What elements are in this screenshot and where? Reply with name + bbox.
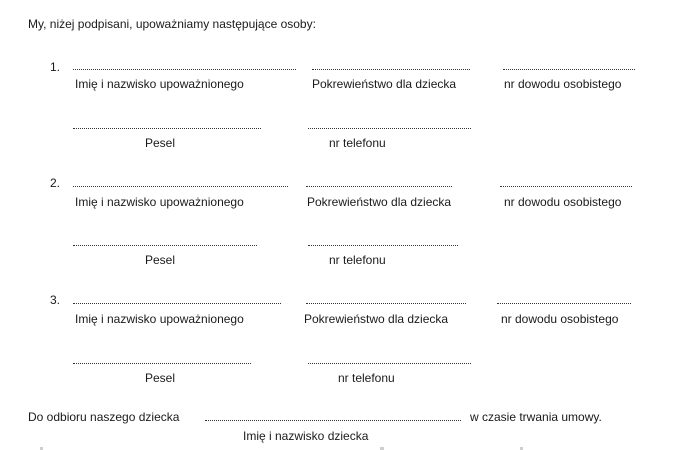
person-1-pesel-field[interactable] <box>73 127 261 129</box>
child-name-field[interactable] <box>205 419 461 421</box>
person-3-number: 3. <box>50 293 61 307</box>
person-2-number: 2. <box>50 176 61 190</box>
person-2-phone-label: nr telefonu <box>329 253 386 267</box>
person-3-relation-field[interactable] <box>306 302 466 304</box>
person-3-pesel-label: Pesel <box>145 371 176 385</box>
person-3-pesel-field[interactable] <box>73 362 251 364</box>
person-1-id-field[interactable] <box>503 68 635 70</box>
person-3-relation-label: Pokrewieństwo dla dziecka <box>304 312 449 326</box>
person-1-pesel-label: Pesel <box>145 136 176 150</box>
person-2-name-label: Imię i nazwisko upoważnionego <box>75 195 244 209</box>
person-2-id-field[interactable] <box>500 185 632 187</box>
person-2-relation-label: Pokrewieństwo dla dziecka <box>307 195 452 209</box>
person-1-relation-label: Pokrewieństwo dla dziecka <box>312 77 457 91</box>
person-2-name-field[interactable] <box>73 185 288 187</box>
person-1-phone-field[interactable] <box>308 127 471 129</box>
person-3-name-field[interactable] <box>73 302 281 304</box>
person-2-pesel-label: Pesel <box>145 253 176 267</box>
person-3-phone-field[interactable] <box>308 362 471 364</box>
person-1-phone-label: nr telefonu <box>329 136 386 150</box>
person-2-relation-field[interactable] <box>306 185 452 187</box>
person-2-pesel-field[interactable] <box>73 244 257 246</box>
person-1-name-field[interactable] <box>73 68 296 70</box>
intro-text: My, niżej podpisani, upoważniamy następujące osoby: <box>28 17 316 31</box>
child-name-label: Imię i nazwisko dziecka <box>243 429 369 443</box>
person-3-phone-label: nr telefonu <box>338 371 395 385</box>
person-1-relation-field[interactable] <box>312 68 470 70</box>
person-3-name-label: Imię i nazwisko upoważnionego <box>75 312 244 326</box>
footer-prefix: Do odbioru naszego dziecka <box>28 410 180 424</box>
person-3-id-field[interactable] <box>497 302 631 304</box>
person-1-id-label: nr dowodu osobistego <box>504 77 622 91</box>
person-1-number: 1. <box>50 60 61 74</box>
person-2-id-label: nr dowodu osobistego <box>504 195 622 209</box>
person-1-name-label: Imię i nazwisko upoważnionego <box>75 77 244 91</box>
footer-suffix: w czasie trwania umowy. <box>470 410 602 424</box>
person-3-id-label: nr dowodu osobistego <box>501 312 619 326</box>
person-2-phone-field[interactable] <box>308 244 458 246</box>
